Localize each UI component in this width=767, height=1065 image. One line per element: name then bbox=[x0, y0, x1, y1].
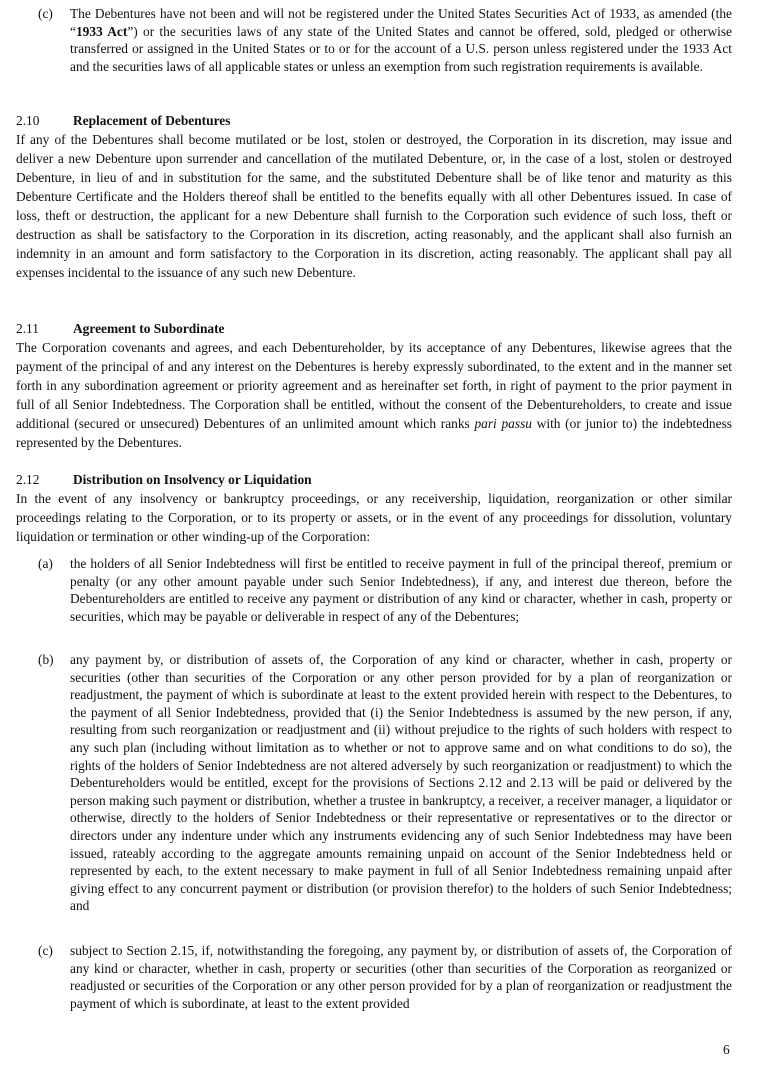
defined-term: 1933 Act bbox=[75, 23, 128, 39]
section-title: Agreement to Subordinate bbox=[73, 321, 225, 336]
section-body: If any of the Debentures shall become mutilated or be lost, stolen or destroyed, the Corporation in its discretion, may issue and deliver a new Debenture upon surrender and cancellation of the mutilated Debenture, or, in the case of a lost, stolen or destroyed Debenture, in lieu of and in substitution for the same, and the substituted Debenture shall be of like tenor and maturity as this Debenture Certificate and the Holders thereof shall be entitled to the benefits equally with all other Debentures issued. In case of loss, theft or destruction, the applicant for a new Debenture shall furnish to the Corporation such evidence of such loss, theft or destruction as shall be satisfactory to the Corporation in its discretion, acting reasonably, and the applicant shall also furnish an indemnity in an amount and form satisfactory to the Corporation in its discretion, acting reasonably. The applicant shall pay all expenses incidental to the issuance of any such new Debenture. bbox=[16, 132, 732, 280]
clause-text-part: The Debentures have not been and will not be registered under the United States Securities Act of 1933, as amended (the “ bbox=[70, 6, 732, 39]
section-title: Distribution on Insolvency or Liquidation bbox=[73, 472, 312, 487]
clause-text: the holders of all Senior Indebtedness will first be entitled to receive payment in full of the principal thereof, premium or penalty (or any other amount payable under such Senior Indebtedness), if any, and interest due thereon, before the Debentureholders are entitled to receive any payment or distribution of any kind or character, whether in cash, property or securities, which may be payable or deliverable in respect of any of the Debentures; bbox=[70, 556, 732, 624]
section-heading bbox=[16, 111, 732, 130]
clause-label: (a) bbox=[38, 556, 53, 571]
clause-text: subject to Section 2.15, if, notwithstanding the foregoing, any payment by, or distribution of assets of, the Corporation of any kind or character, whether in cash, property or securities (other than securities of the Corporation as reorganized or readjusted or securities of the Corporation or any other person provided for by a plan of reorganization or readjustment the payment of which is subordinate, at least to the extent provided bbox=[70, 943, 732, 1011]
section-heading bbox=[16, 470, 732, 489]
clause-text bbox=[70, 5, 732, 75]
section-body bbox=[16, 338, 732, 452]
section-body: In the event of any insolvency or bankruptcy proceedings, or any receivership, liquidation, reorganization or other similar proceedings relating to the Corporation, or to its property or assets, or in the event of any proceedings for dissolution, voluntary liquidation or termination or other winding-up of the Corporation: bbox=[16, 491, 732, 544]
page-number: 6 bbox=[723, 1042, 730, 1057]
clause-a bbox=[38, 555, 732, 625]
section-heading bbox=[16, 319, 732, 338]
section-title: Replacement of Debentures bbox=[73, 113, 231, 128]
clause-label: (c) bbox=[38, 6, 53, 21]
body-part: with (or junior to) the indebtedness represented by the Debentures. bbox=[16, 416, 732, 450]
section-number: 2.12 bbox=[16, 472, 40, 487]
clause-text-part: ”) or the securities laws of any state of the United States and cannot be offered, sold, pledged or otherwise transferred or assigned in the United States or to or for the account of a U.S. person unless registered under the 1933 Act and the securities laws of all applicable states or unless an exemption from such registration requirements is available. bbox=[70, 23, 733, 74]
section-2-12 bbox=[16, 470, 732, 546]
section-2-11 bbox=[16, 319, 732, 452]
clause-b bbox=[38, 651, 732, 915]
clause-label: (c) bbox=[38, 943, 53, 958]
clause-c-registration bbox=[38, 5, 732, 75]
latin-term: pari passu bbox=[474, 416, 532, 431]
section-number: 2.11 bbox=[16, 321, 39, 336]
clause-c bbox=[38, 942, 732, 1012]
clause-label: (b) bbox=[38, 652, 54, 667]
section-2-10 bbox=[16, 111, 732, 282]
clause-text: any payment by, or distribution of assets of, the Corporation of any kind or character, whether in cash, property or securities (other than securities of the Corporation or any other person provided for by a plan of reorganization or readjustment, the payment of which is subordinate at least to the extent provided herein with respect to the Debentures, to the payment of all Senior Indebtedness, provided that (i) the Senior Indebtedness is assumed by the new person, if any, resulting from such reorganization or readjustment and (ii) without prejudice to the rights of such holders with respect to any such plan (including without limitation as to whether or not to approve same and on what conditions to do so), the rights of the holders of Senior Indebtedness are not altered adversely by such reorganization or readjustment) to which the Debentureholders would be entitled, except for the provisions of Sections 2.12 and 2.13 will be paid or delivered by the person making such payment or distribution, whether a trustee in bankruptcy, a receiver, a receiver manager, a liquidator or otherwise, directly to the holders of Senior Indebtedness or their representative or representatives or to the director or directors under any indenture under which any instruments evidencing any of such Senior Indebtedness may have been issued, rateably according to the aggregate amounts remaining unpaid on account of the Senior Indebtedness held or represented by each, to the extent necessary to make payment in full of all Senior Indebtedness remaining unpaid after giving effect to any concurrent payment or distribution (or provision therefor) to the holders of such Senior Indebtedness; and bbox=[70, 652, 732, 914]
section-number: 2.10 bbox=[16, 113, 40, 128]
body-part: The Corporation covenants and agrees, and each Debentureholder, by its acceptance of any Debentures, likewise agrees that the payment of the principal of and any interest on the Debentures is hereby expressly subordinated, to the extent and in the manner set forth in any subordination agreement or priority agreement and as hereinafter set forth, in right of payment to the prior payment in full of all Senior Indebtedness. The Corporation shall be entitled, without the consent of the Debentureholders, to create and issue additional (secured or unsecured) Debentures of an unlimited amount which ranks bbox=[16, 340, 732, 431]
